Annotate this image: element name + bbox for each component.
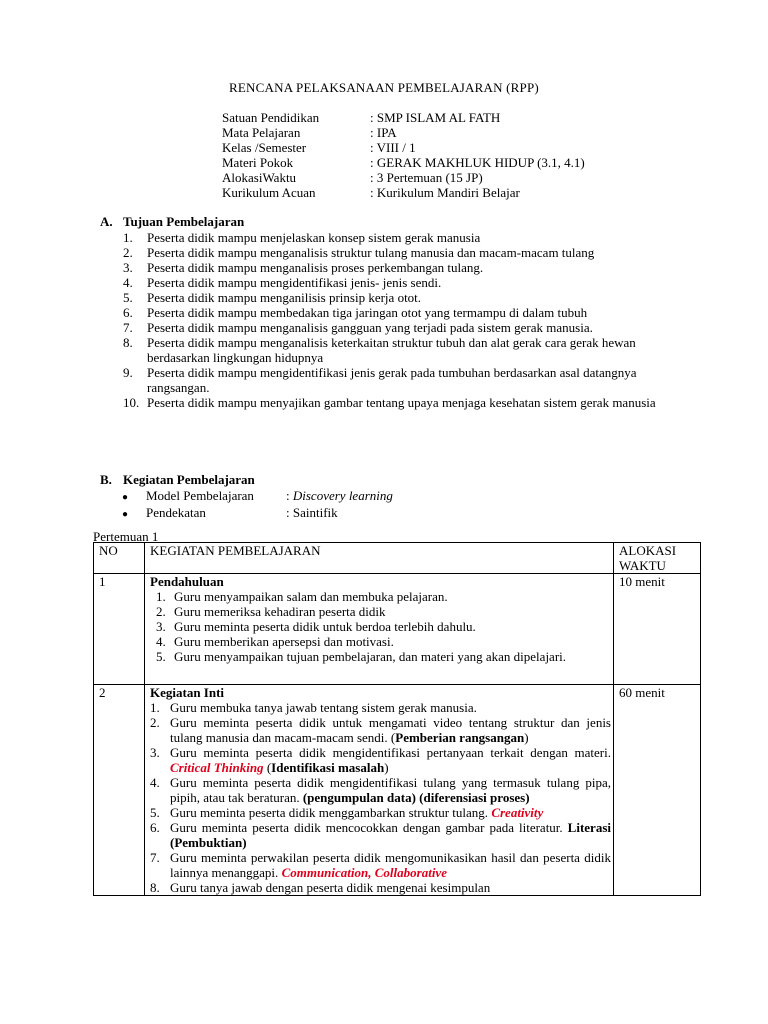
section-a-heading: A. Tujuan Pembelajaran xyxy=(100,214,245,229)
goal-item: 10. Peserta didik mampu menyajikan gambar tentang upaya menjaga kesehatan sistem gerak manusia xyxy=(123,395,656,410)
row-number: 2 xyxy=(94,685,145,896)
section-b-heading: B. Kegiatan Pembelajaran xyxy=(100,472,255,487)
bullet-icon: ● xyxy=(122,509,129,520)
list-item: 5. Guru meminta peserta didik menggambarkan struktur tulang. Creativity xyxy=(150,805,544,820)
meeting-label: Pertemuan 1 xyxy=(93,529,159,544)
identity-label: Kurikulum Acuan xyxy=(222,185,316,200)
activity-table xyxy=(93,542,701,896)
step-list xyxy=(150,589,613,664)
list-item: 2. Guru meminta peserta didik untuk mengamati video tentang struktur dan jenis tulang manusia dan macam-macam sendi. (Pemberian rangsangan) xyxy=(150,715,611,745)
identity-value: : VIII / 1 xyxy=(370,140,416,155)
learning-goals-list xyxy=(123,230,683,410)
header-alokasi: ALOKASI WAKTU xyxy=(614,543,701,574)
goal-item: 2. Peserta didik mampu menganalisis struktur tulang manusia dan macam-macam tulang xyxy=(123,245,595,260)
identity-label: Mata Pelajaran xyxy=(222,125,301,140)
identity-label: Materi Pokok xyxy=(222,155,294,170)
identity-table xyxy=(222,110,585,200)
list-item: 7. Guru meminta perwakilan peserta didik mengomunikasikan hasil dan peserta didik lainnya menanggapi. Communication, Collaborative xyxy=(150,850,611,880)
list-item: 1. Guru menyampaikan salam dan membuka pelajaran. xyxy=(156,589,448,604)
goal-item: 7. Peserta didik mampu menganalisis gangguan yang terjadi pada sistem gerak manusia. xyxy=(123,320,593,335)
identity-row xyxy=(222,155,585,170)
list-item: 4. Guru meminta peserta didik mengidentifikasi tulang yang termasuk tulang pipa, pipih, atau tak beraturan. (pengumpulan data) (diferensiasi proses) xyxy=(150,775,611,805)
table-row xyxy=(94,685,701,896)
identity-label: Satuan Pendidikan xyxy=(222,110,320,125)
list-item: 2. Guru memeriksa kehadiran peserta didik xyxy=(156,604,386,619)
goal-item: 6. Peserta didik mampu membedakan tiga jaringan otot yang termampu di dalam tubuh xyxy=(123,305,588,320)
identity-value: : IPA xyxy=(370,125,397,140)
table-header-row xyxy=(94,543,701,574)
identity-value: : GERAK MAKHLUK HIDUP (3.1, 4.1) xyxy=(370,155,585,170)
bullet-icon: ● xyxy=(122,492,129,503)
row-title: Pendahuluan xyxy=(150,574,224,589)
goal-item: 9. Peserta didik mampu mengidentifikasi jenis gerak pada tumbuhan berdasarkan asal datangnya rangsangan. xyxy=(123,365,637,395)
row-time: 60 menit xyxy=(614,685,701,896)
identity-value: : Kurikulum Mandiri Belajar xyxy=(370,185,520,200)
row-activities xyxy=(145,685,614,896)
identity-row xyxy=(222,185,585,200)
identity-label: AlokasiWaktu xyxy=(222,170,297,185)
list-item: 3. Guru meminta peserta didik mengidentifikasi pertanyaan terkait dengan materi. Critical Thinking (Identifikasi masalah) xyxy=(150,745,611,775)
list-item: 4. Guru memberikan apersepsi dan motivasi. xyxy=(156,634,394,649)
identity-value: : 3 Pertemuan (15 JP) xyxy=(370,170,483,185)
identity-row xyxy=(222,140,585,155)
step-list xyxy=(150,700,613,895)
list-item: 8. Guru tanya jawab dengan peserta didik mengenai kesimpulan xyxy=(150,880,491,895)
identity-row xyxy=(222,170,585,185)
bullet-approach: ● Pendekatan : Saintifik xyxy=(122,505,338,520)
goal-item: 3. Peserta didik mampu menganalisis proses perkembangan tulang. xyxy=(123,260,484,275)
header-kegiatan: KEGIATAN PEMBELAJARAN xyxy=(145,543,614,574)
identity-value: : SMP ISLAM AL FATH xyxy=(370,110,501,125)
goal-item: 4. Peserta didik mampu mengidentifikasi jenis- jenis sendi. xyxy=(123,275,442,290)
goal-item: 8. Peserta didik mampu menganalisis keterkaitan struktur tubuh dan alat gerak cara gerak hewan berdasarkan lingkungan hidupnya xyxy=(123,335,636,365)
header-no: NO xyxy=(94,543,145,574)
table-row xyxy=(94,574,701,685)
list-item: 6. Guru meminta peserta didik mencocokkan dengan gambar pada literatur. Literasi (Pembuktian) xyxy=(150,820,611,850)
page-title: RENCANA PELAKSANAAN PEMBELAJARAN (RPP) xyxy=(229,80,539,95)
list-item: 3. Guru meminta peserta didik untuk berdoa terlebih dahulu. xyxy=(156,619,476,634)
list-item: 5. Guru menyampaikan tujuan pembelajaran, dan materi yang akan dipelajari. xyxy=(156,649,567,664)
identity-label: Kelas /Semester xyxy=(222,140,307,155)
goal-item: 1. Peserta didik mampu menjelaskan konsep sistem gerak manusia xyxy=(123,230,481,245)
row-title: Kegiatan Inti xyxy=(150,685,225,700)
row-activities xyxy=(145,574,614,685)
identity-row xyxy=(222,110,585,125)
list-item: 1. Guru membuka tanya jawab tentang sistem gerak manusia. xyxy=(150,700,477,715)
identity-row xyxy=(222,125,585,140)
row-time: 10 menit xyxy=(614,574,701,685)
goal-item: 5. Peserta didik mampu menganilisis prinsip kerja otot. xyxy=(123,290,422,305)
row-number: 1 xyxy=(94,574,145,685)
bullet-model: ● Model Pembelajaran : Discovery learning xyxy=(122,488,393,503)
